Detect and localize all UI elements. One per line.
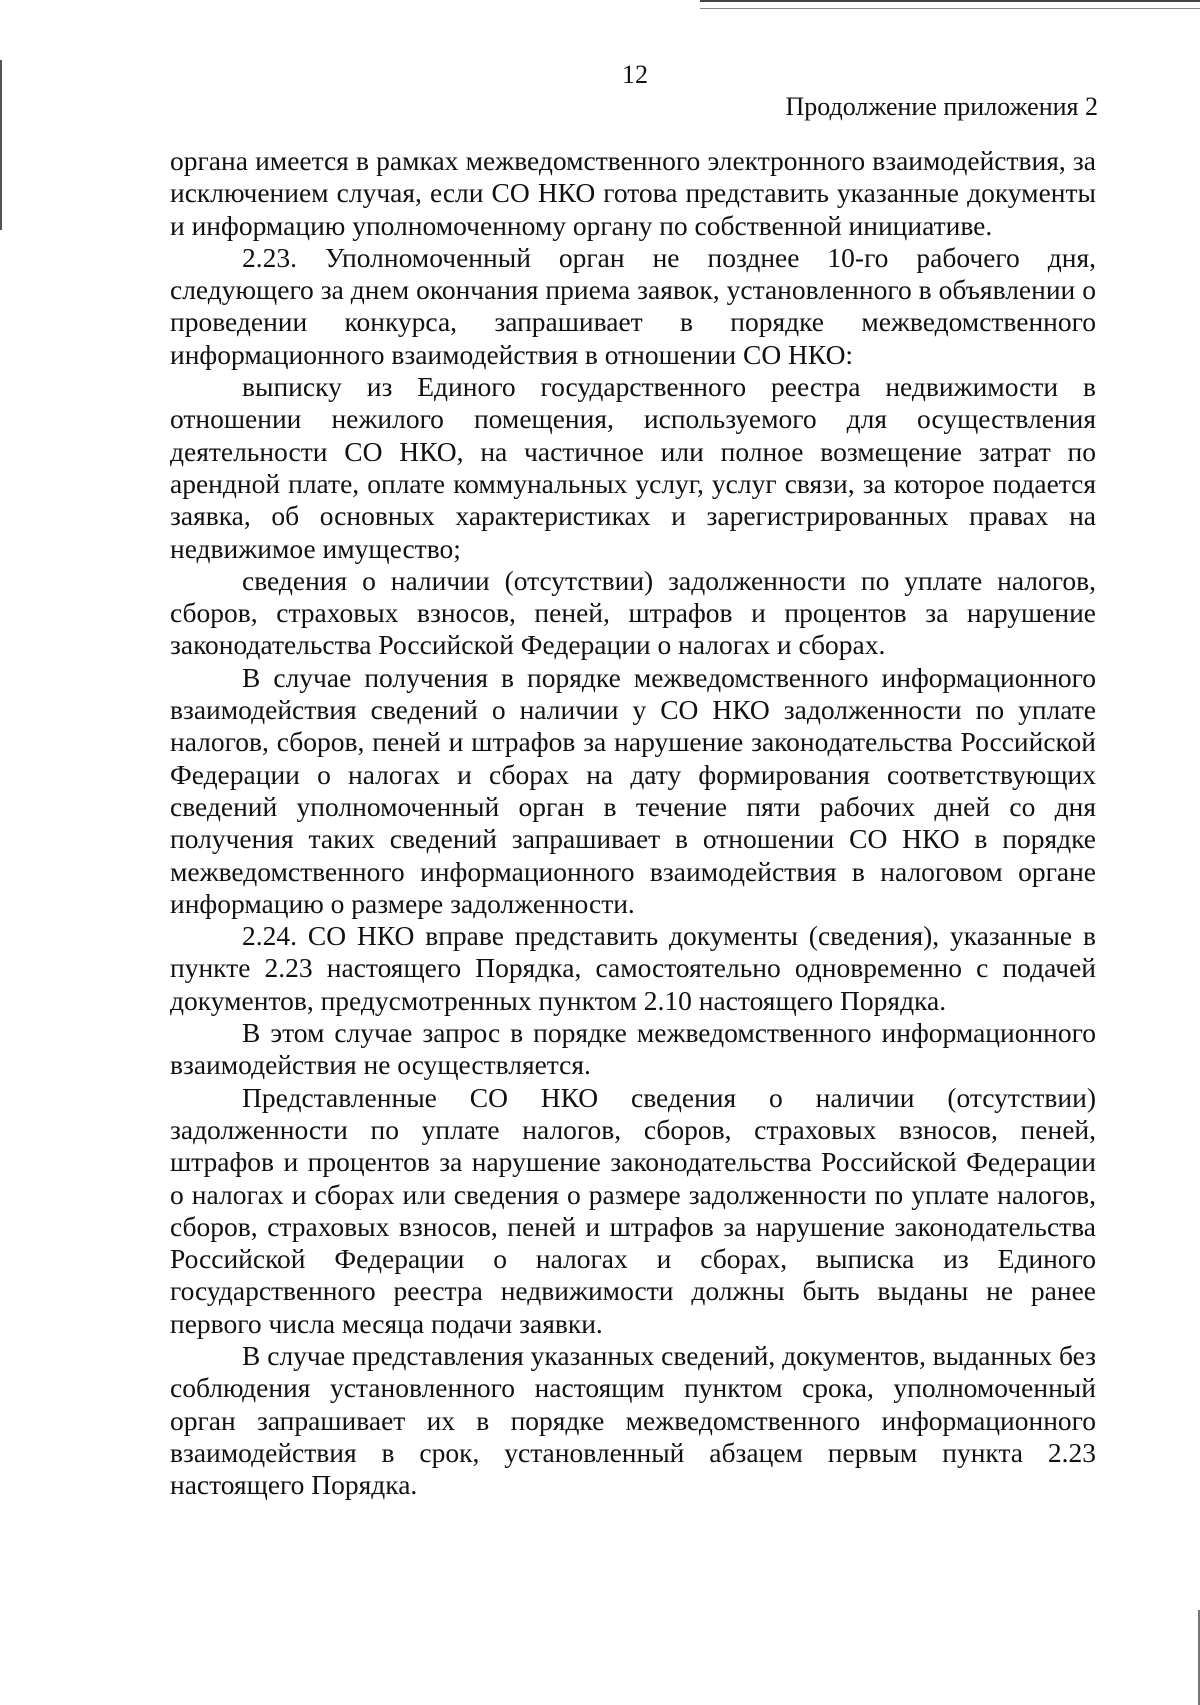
paragraph-tax-debt-info: сведения о наличии (отсутствии) задолженности по уплате налогов, сборов, страховых взносов, пеней, штрафов и процентов за нарушение законодательства Российской Федерации о налогах и сборах. (170, 564, 1096, 661)
paragraph-debt-received: В случае получения в порядке межведомственного информационного взаимодействия сведений о наличии у СО НКО задолженности по уплате налогов, сборов, пеней и штрафов за нарушение законодательства Российской Федерации о налогах и сборах на дату формирования соответствующих сведений уполномоченный орган в течение пяти рабочих дней со дня получения таких сведений запрашивает в отношении СО НКО в порядке межведомственного информационного взаимодействия в налоговом органе информацию о размере задолженности. (170, 661, 1096, 919)
document-body (170, 145, 1096, 1501)
paragraph-registry-extract: выписку из Единого государственного реестра недвижимости в отношении нежилого помещения, используемого для осуществления деятельности СО НКО, на частичное или полное возмещение затрат по арендной плате, оплате коммунальных услуг, услуг связи, за которое подается заявка, об основных характеристиках и зарегистрированных правах на недвижимое имущество; (170, 371, 1096, 564)
page-number: 12 (622, 60, 648, 89)
paragraph-late-documents: В случае представления указанных сведений, документов, выданных без соблюдения установленного настоящим пунктом срока, уполномоченный орган запрашивает их в порядке межведомственного информационного взаимодействия в срок, установленный абзацем первым пункта 2.23 настоящего Порядка. (170, 1339, 1096, 1501)
paragraph-no-request: В этом случае запрос в порядке межведомственного информационного взаимодействия не осуществляется. (170, 1017, 1096, 1081)
appendix-note: Продолжение приложения 2 (785, 92, 1098, 121)
paragraph-2-24: 2.24. СО НКО вправе представить документы (сведения), указанные в пункте 2.23 настоящего Порядка, самостоятельно одновременно с подачей документов, предусмотренных пунктом 2.10 настоящего Порядка. (170, 920, 1096, 1016)
scan-edge-top (700, 0, 1200, 9)
paragraph-1: органа имеется в рамках межведомственного электронного взаимодействия, за исключением случая, если СО НКО готова представить указанные документы и информацию уполномоченному органу по собственной инициативе. (170, 145, 1096, 241)
paragraph-submitted-info: Представленные СО НКО сведения о наличии (отсутствии) задолженности по уплате налогов, сборов, страховых взносов, пеней, штрафов и процентов за нарушение законодательства Российской Федерации о налогах и сборах или сведения о размере задолженности по уплате налогов, сборов, страховых взносов, пеней и штрафов за нарушение законодательства Российской Федерации о налогах и сборах, выписка из Единого государственного реестра недвижимости должны быть выданы не ранее первого числа месяца подачи заявки. (170, 1081, 1096, 1339)
paragraph-2-23: 2.23. Уполномоченный орган не позднее 10-го рабочего дня, следующего за днем окончания приема заявок, установленного в объявлении о проведении конкурса, запрашивает в порядке межведомственного информационного взаимодействия в отношении СО НКО: (170, 241, 1096, 370)
